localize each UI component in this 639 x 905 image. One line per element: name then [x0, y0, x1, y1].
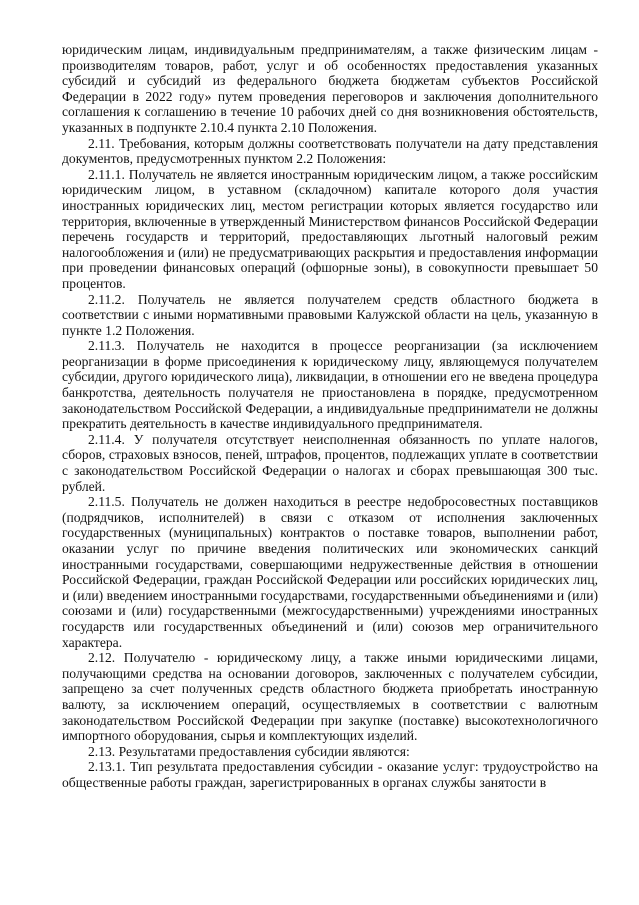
paragraph-continuation: юридическим лицам, индивидуальным предпринимателям, а также физическим лицам - производителям товаров, работ, услуг и об особенностях предоставления указанных субсидий и субсидий из федерального бюджета бюджетам субъектов Российской Федерации в 2022 году» путем проведения переговоров и заключения дополнительного соглашения к соглашению в течение 10 рабочих дней со дня возникновения обстоятельств, указанных в подпункте 2.10.4 пункта 2.10 Положения. — [62, 42, 598, 135]
paragraph-2-13-1: 2.13.1. Тип результата предоставления субсидии - оказание услуг: трудоустройство на общественные работы граждан, зарегистрированных в органах службы занятости в — [62, 759, 598, 790]
paragraph-2-11-3: 2.11.3. Получатель не находится в процессе реорганизации (за исключением реорганизации в форме присоединения к юридическому лицу, являющемуся получателем субсидии, другого юридического лица), ликвидации, в отношении его не введена процедура банкротства, деятельность получателя не приостановлена в порядке, предусмотренном законодательством Российской Федерации, а индивидуальные предприниматели не должны прекратить деятельность в качестве индивидуального предпринимателя. — [62, 338, 598, 432]
paragraph-2-11-4: 2.11.4. У получателя отсутствует неисполненная обязанность по уплате налогов, сборов, страховых взносов, пеней, штрафов, процентов, подлежащих уплате в соответствии с законодательством Российской Федерации о налогах и сборах превышающая 300 тыс. рублей. — [62, 431, 598, 494]
paragraph-2-11-2: 2.11.2. Получатель не является получателем средств областного бюджета в соответствии с иными нормативными правовыми Калужской области на цель, указанную в пункте 1.2 Положения. — [62, 291, 598, 338]
paragraph-2-12: 2.12. Получателю - юридическому лицу, а также иными юридическими лицами, получающими средства на основании договоров, заключенных с получателем субсидии, запрещено за счет полученных средств областного бюджета приобретать иностранную валюту, за исключением операций, осуществляемых в соответствии с валютным законодательством Российской Федерации при закупке (поставке) высокотехнологичного импортного оборудования, сырья и комплектующих изделий. — [62, 650, 598, 744]
paragraph-2-13: 2.13. Результатами предоставления субсидии являются: — [88, 743, 410, 759]
paragraph-2-11-1: 2.11.1. Получатель не является иностранным юридическим лицом, а также российским юридическим лицом, в уставном (складочном) капитале которого доля участия иностранных юридических лиц, местом регистрации которых является государство или территория, включенные в утвержденный Министерством финансов Российской Федерации перечень государств и территорий, предоставляющих льготный налоговый режим налогообложения и (или) не предусматривающих раскрытия и предоставления информации при проведении финансовых операций (офшорные зоны), в совокупности превышает 50 процентов. — [62, 166, 598, 291]
paragraph-2-11-5: 2.11.5. Получатель не должен находиться в реестре недобросовестных поставщиков (подрядчиков, исполнителей) в связи с отказом от исполнения заключенных государственных (муниципальных) контрактов о поставке товаров, выполнении работ, оказании услуг по причине введения политических или экономических санкций иностранными государствами, совершающими недружественные действия в отношении Российской Федерации, граждан Российской Федерации или российских юридических лиц, и (или) введением иностранными государствами, государственными объединениями и (или) союзами и (или) государственными (межгосударственными) учреждениями иностранных государств или государственных объединений и (или) союзов мер ограничительного характера. — [62, 494, 598, 650]
document-body — [62, 42, 598, 791]
paragraph-2-11: 2.11. Требования, которым должны соответствовать получатели на дату представления документов, предусмотренных пунктом 2.2 Положения: — [62, 135, 598, 167]
